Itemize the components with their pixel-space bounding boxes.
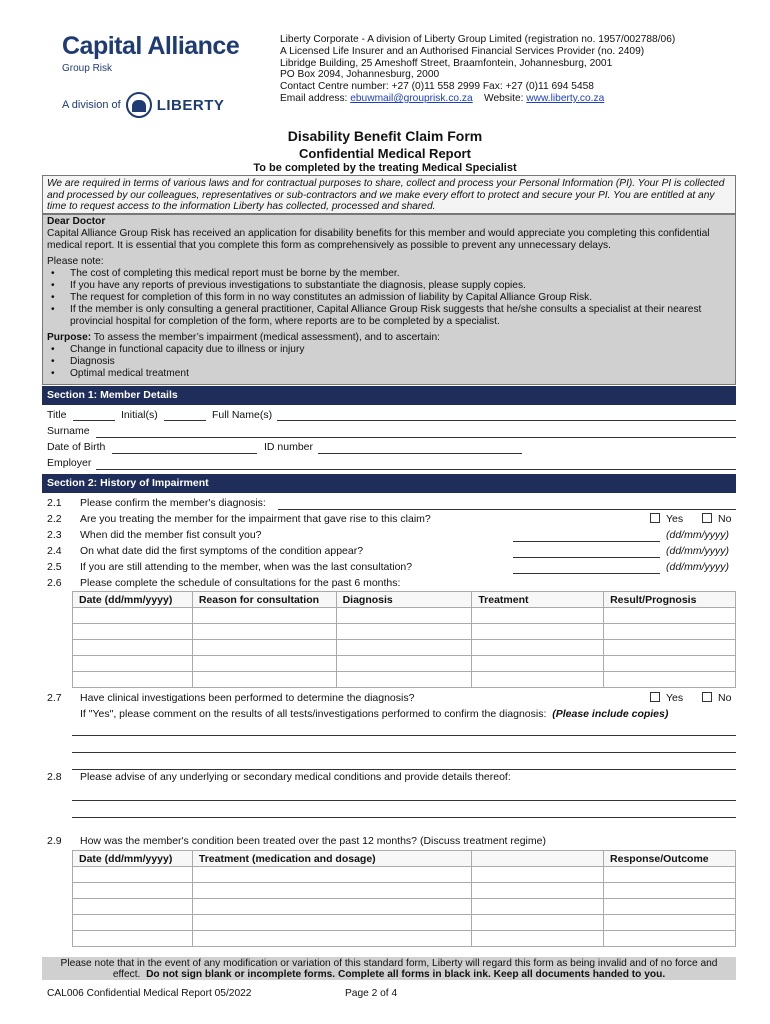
consultations-table xyxy=(72,591,736,688)
column-header xyxy=(472,851,604,867)
form-title: Disability Benefit Claim Form xyxy=(287,128,483,144)
intro-body: Capital Alliance Group Risk has received an application for disability benefits for this member and would appreciate you completing this confidential medical report. It is essential that you complete this form as comprehensively as possible to prevent any unnecessary delays. xyxy=(47,228,710,251)
q-2-7-text: Have clinical investigations been performed to determine the diagnosis? xyxy=(80,692,415,704)
table-row[interactable] xyxy=(73,656,736,672)
id-number-label: ID number xyxy=(264,441,314,453)
column-header: Result/Prognosis xyxy=(604,592,736,608)
investigation-comment-line[interactable] xyxy=(72,769,736,770)
question-number: 2.9 xyxy=(47,835,62,847)
date-format-hint: (dd/mm/yyyy) xyxy=(666,529,729,541)
yes-label: Yes xyxy=(666,513,684,525)
email-website-line xyxy=(280,93,675,105)
id-number-field[interactable] xyxy=(318,453,522,454)
notes-list xyxy=(47,268,731,328)
employer-label: Employer xyxy=(47,457,92,469)
list-item: • Change in functional capacity due to illness or injury xyxy=(47,344,731,356)
list-item: • Diagnosis xyxy=(47,356,731,368)
question-number: 2.4 xyxy=(47,545,62,557)
list-item: • The cost of completing this medical report must be borne by the member. xyxy=(47,268,731,280)
liberty-division-line xyxy=(62,92,224,118)
question-number: 2.3 xyxy=(47,529,62,541)
logo-main-text: Capital Alliance xyxy=(62,32,240,60)
company-contact-block xyxy=(280,34,675,105)
purpose-text: To assess the member’s impairment (medical assessment), and to ascertain: xyxy=(91,332,440,343)
q-2-3-text: When did the member fist consult you? xyxy=(80,529,262,541)
contact-line: A Licensed Life Insurer and an Authorised Financial Services Provider (no. 2409) xyxy=(280,45,645,57)
surname-label: Surname xyxy=(47,425,90,437)
list-item: • If the member is only consulting a general practitioner, Capital Alliance Group Risk suggests that he/she consults a specialist at their nearest provincial hospital for completion of the form, where reports are to be completed by a specialist. xyxy=(47,304,731,328)
website-link[interactable]: www.liberty.co.za xyxy=(526,92,605,104)
q-2-7-yes-option[interactable] xyxy=(650,692,683,704)
purpose-list xyxy=(47,344,731,380)
q-2-9-text: How was the member's condition been treated over the past 12 months? (Discuss treatment regime) xyxy=(80,835,546,847)
footer-disclaimer xyxy=(42,957,736,980)
investigation-comment-line[interactable] xyxy=(72,735,736,736)
investigation-comment-line[interactable] xyxy=(72,752,736,753)
surname-field[interactable] xyxy=(96,437,736,438)
column-header: Date (dd/mm/yyyy) xyxy=(73,851,193,867)
liberty-emblem-icon xyxy=(126,92,152,118)
first-consult-date-field[interactable] xyxy=(513,541,660,542)
table-row[interactable] xyxy=(73,867,736,883)
question-number: 2.1 xyxy=(47,497,62,509)
q-2-7-followup xyxy=(80,708,668,720)
table-header-row xyxy=(73,851,736,867)
q-2-1-text: Please confirm the member's diagnosis: xyxy=(80,497,266,509)
column-header: Reason for consultation xyxy=(192,592,336,608)
checkbox-icon[interactable] xyxy=(650,692,660,702)
q-2-7-no-option[interactable] xyxy=(702,692,731,704)
column-header: Treatment (medication and dosage) xyxy=(192,851,471,867)
section-1-header: Section 1: Member Details xyxy=(42,386,736,405)
column-header: Treatment xyxy=(472,592,604,608)
disclaimer-bold: Do not sign blank or incomplete forms. Complete all forms in black ink. Keep all documents handed to you. xyxy=(146,969,666,980)
q-2-2-no-option[interactable] xyxy=(702,513,731,525)
secondary-conditions-line[interactable] xyxy=(72,817,736,818)
checkbox-icon[interactable] xyxy=(702,692,712,702)
yes-label: Yes xyxy=(666,692,684,704)
disclaimer-text: Please note that in the event of any modification or variation of this standard form, Liberty will regard this form as being invalid and of no force and effect. xyxy=(60,958,718,980)
q-2-4-text: On what date did the first symptoms of the condition appear? xyxy=(80,545,364,557)
initials-label: Initial(s) xyxy=(121,409,158,421)
q-2-5-text: If you are still attending to the member, when was the last consultation? xyxy=(80,561,413,573)
table-header-row xyxy=(73,592,736,608)
table-row[interactable] xyxy=(73,624,736,640)
question-number: 2.6 xyxy=(47,577,62,589)
logo-sub-text: Group Risk xyxy=(62,63,113,74)
followup-text: If "Yes", please comment on the results of all tests/investigations performed to confirm the diagnosis: xyxy=(80,708,547,720)
first-symptoms-date-field[interactable] xyxy=(513,557,660,558)
email-label: Email address: xyxy=(280,92,351,104)
table-row[interactable] xyxy=(73,672,736,688)
salutation: Dear Doctor xyxy=(47,216,106,227)
q-2-2-text: Are you treating the member for the impairment that gave rise to this claim? xyxy=(80,513,431,525)
date-format-hint: (dd/mm/yyyy) xyxy=(666,561,729,573)
liberty-wordmark: LIBERTY xyxy=(156,96,225,114)
section-2-header: Section 2: History of Impairment xyxy=(42,474,736,493)
q-2-6-text: Please complete the schedule of consultations for the past 6 months: xyxy=(80,577,401,589)
no-label: No xyxy=(718,513,732,525)
fullname-label: Full Name(s) xyxy=(212,409,273,421)
table-row[interactable] xyxy=(73,899,736,915)
table-row[interactable] xyxy=(73,915,736,931)
contact-line: Liberty Corporate - A division of Liberty Group Limited (registration no. 1957/002788/06) xyxy=(280,34,676,45)
list-item: • If you have any reports of previous investigations to substantiate the diagnosis, please supply copies. xyxy=(47,280,731,292)
table-row[interactable] xyxy=(73,883,736,899)
fullname-field[interactable] xyxy=(277,420,736,421)
initials-field[interactable] xyxy=(164,420,206,421)
doctor-instructions-box xyxy=(42,214,736,385)
question-number: 2.8 xyxy=(47,771,62,783)
diagnosis-field[interactable] xyxy=(278,509,736,510)
purpose-line xyxy=(47,332,731,344)
question-number: 2.5 xyxy=(47,561,62,573)
website-label: Website: xyxy=(484,92,527,104)
page-number: Page 2 of 4 xyxy=(345,988,398,999)
include-copies-note: (Please include copies) xyxy=(552,708,669,720)
privacy-notice: We are required in terms of various laws and for contractual purposes to share, collect and process your Personal Information (PI). Your PI is collected and processed by our colleagues, representatives or sub-contractors and we make every effort to protect and secure your PI. You are entitled at any time to request access to the information Liberty has collected, processed and shared. xyxy=(42,175,736,214)
employer-field[interactable] xyxy=(96,469,736,470)
table-row[interactable] xyxy=(73,640,736,656)
table-row[interactable] xyxy=(73,931,736,947)
purpose-label: Purpose: xyxy=(47,332,92,343)
checkbox-icon[interactable] xyxy=(702,513,712,523)
q-2-8-text: Please advise of any underlying or secondary medical conditions and provide details thereof: xyxy=(80,771,511,783)
table-row[interactable] xyxy=(73,608,736,624)
contact-line: Libridge Building, 25 Ameshoff Street, Braamfontein, Johannesburg, 2001 xyxy=(280,57,613,69)
q-2-2-yes-option[interactable] xyxy=(650,513,683,525)
dob-label: Date of Birth xyxy=(47,441,106,453)
contact-line: Contact Centre number: +27 (0)11 558 2999 Fax: +27 (0)11 694 5458 xyxy=(280,81,594,93)
contact-line: PO Box 2094, Johannesburg, 2000 xyxy=(280,69,440,81)
capital-alliance-logo xyxy=(62,32,262,114)
email-link[interactable]: ebuwmail@grouprisk.co.za xyxy=(350,92,473,104)
note-heading: Please note: xyxy=(47,256,104,267)
no-label: No xyxy=(718,692,732,704)
last-consult-date-field[interactable] xyxy=(513,573,660,574)
title-field[interactable] xyxy=(73,420,115,421)
secondary-conditions-line[interactable] xyxy=(72,800,736,801)
list-item: • The request for completion of this form in no way constitutes an admission of liability by Capital Alliance Group Risk. xyxy=(47,292,731,304)
list-item: • Optimal medical treatment xyxy=(47,368,731,380)
column-header: Diagnosis xyxy=(336,592,472,608)
column-header: Date (dd/mm/yyyy) xyxy=(73,592,193,608)
form-instruction: To be completed by the treating Medical Specialist xyxy=(253,162,517,174)
treatment-table xyxy=(72,850,736,947)
question-number: 2.2 xyxy=(47,513,62,525)
checkbox-icon[interactable] xyxy=(650,513,660,523)
dob-field[interactable] xyxy=(112,453,257,454)
question-number: 2.7 xyxy=(47,692,62,704)
form-subtitle: Confidential Medical Report xyxy=(299,146,471,161)
form-code: CAL006 Confidential Medical Report 05/2022 xyxy=(47,988,252,999)
date-format-hint: (dd/mm/yyyy) xyxy=(666,545,729,557)
column-header: Response/Outcome xyxy=(604,851,736,867)
title-label: Title xyxy=(47,409,67,421)
form-titles xyxy=(0,128,770,175)
logo-division-text: A division of xyxy=(62,99,121,111)
